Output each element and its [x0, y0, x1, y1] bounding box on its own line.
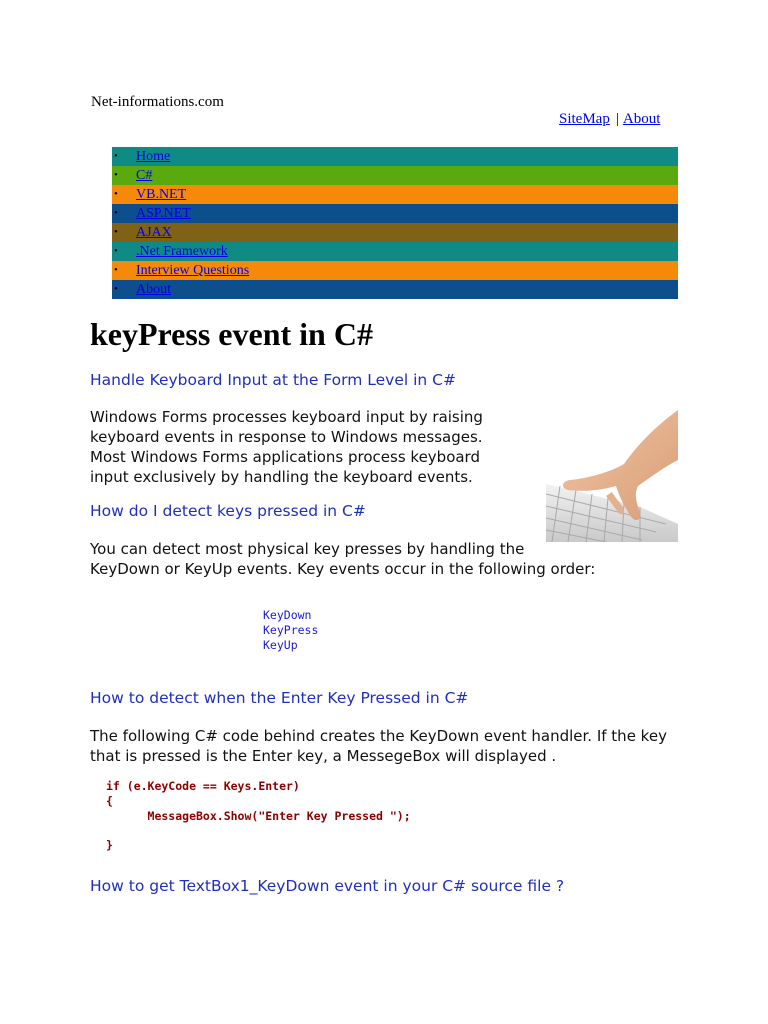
nav-item-home[interactable] [112, 147, 678, 166]
link-separator: | [615, 111, 619, 127]
nav-item-net-framework[interactable] [112, 242, 678, 261]
nav-link[interactable]: About [136, 282, 171, 297]
section-heading-textbox-keydown: How to get TextBox1_KeyDown event in your C# source file ? [90, 877, 565, 895]
nav-item-about[interactable] [112, 280, 678, 299]
page-title: keyPress event in C# [90, 316, 373, 352]
bullet-icon: • [114, 226, 118, 238]
bullet-icon: • [114, 283, 118, 295]
nav-item-interview-questions[interactable] [112, 261, 678, 280]
enter-key-code: if (e.KeyCode == Keys.Enter) { MessageBox.Show("Enter Key Pressed "); } [106, 779, 411, 853]
section-body-keyboard-input: Windows Forms processes keyboard input by raising keyboard events in response to Windows messages. Most Windows Forms applications process keyboard input exclusively by handling the keyboard events. [90, 408, 483, 486]
bullet-icon: • [114, 245, 118, 257]
section-heading-detect-keys: How do I detect keys pressed in C# [90, 502, 366, 520]
nav-item-vbnet[interactable] [112, 185, 678, 204]
body-line: KeyDown or KeyUp events. Key events occur in the following order: [90, 560, 596, 578]
site-name: Net-informations.com [91, 94, 224, 110]
top-links [559, 111, 660, 128]
nav-link[interactable]: ASP.NET [136, 206, 191, 221]
bullet-icon: • [114, 169, 118, 181]
nav-link[interactable]: C# [136, 168, 153, 183]
bullet-icon: • [114, 264, 118, 276]
key-events-code: KeyDown KeyPress KeyUp [263, 608, 319, 652]
section-heading-enter-key: How to detect when the Enter Key Pressed in C# [90, 689, 469, 707]
nav-link[interactable]: AJAX [136, 225, 172, 240]
about-link[interactable]: About [622, 111, 661, 127]
nav-item-aspnet[interactable] [112, 204, 678, 223]
section-body-detect-keys [90, 539, 730, 579]
body-line: The following C# code behind creates the KeyDown event handler. If the key [90, 727, 667, 745]
nav-link[interactable]: VB.NET [136, 187, 187, 202]
bullet-icon: • [114, 150, 118, 162]
nav-link[interactable]: .Net Framework [136, 244, 228, 259]
hand-on-keyboard-image [546, 406, 678, 542]
nav-link[interactable]: Interview Questions [136, 263, 250, 278]
main-nav [112, 147, 678, 299]
section-heading-keyboard-input: Handle Keyboard Input at the Form Level in C# [90, 371, 456, 389]
section-body-enter-key [90, 726, 750, 766]
body-line: You can detect most physical key presses by handling the [90, 540, 525, 558]
body-line: that is pressed is the Enter key, a MessegeBox will displayed . [90, 747, 557, 765]
bullet-icon: • [114, 188, 118, 200]
nav-link[interactable]: Home [136, 149, 171, 164]
nav-item-csharp[interactable] [112, 166, 678, 185]
bullet-icon: • [114, 207, 118, 219]
sitemap-link[interactable]: SiteMap [559, 111, 610, 127]
nav-item-ajax[interactable] [112, 223, 678, 242]
